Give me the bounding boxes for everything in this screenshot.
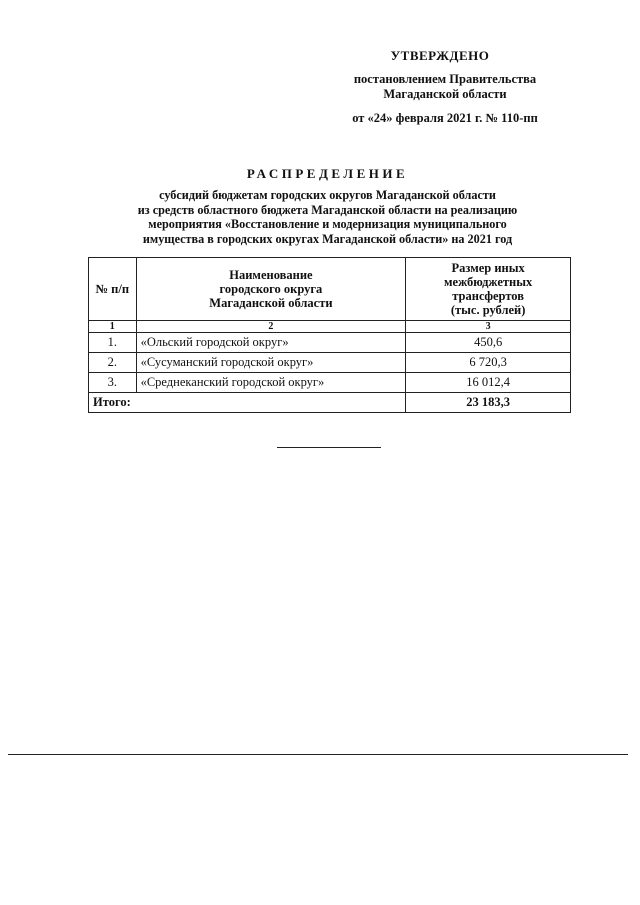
- bottom-rule: [8, 754, 628, 755]
- row-name: «Сусуманский городской округ»: [136, 353, 406, 373]
- total-label: Итого:: [89, 393, 137, 413]
- row-num: 2.: [89, 353, 137, 373]
- total-row: [89, 393, 571, 413]
- header-value-line: трансфертов: [452, 289, 524, 303]
- subtitle-line: субсидий бюджетам городских округов Магаданской области: [159, 188, 496, 202]
- row-num: 3.: [89, 373, 137, 393]
- document-subtitle: [90, 188, 565, 246]
- header-row: [89, 258, 571, 321]
- table-row: [89, 333, 571, 353]
- divider-line: [277, 447, 381, 448]
- index-row: [89, 321, 571, 333]
- row-value: 6 720,3: [406, 353, 571, 373]
- table-row: [89, 373, 571, 393]
- approval-line-2: Магаданской области: [383, 87, 507, 101]
- index-cell: 1: [89, 321, 137, 333]
- header-value-line: межбюджетных: [444, 275, 533, 289]
- distribution-table: [88, 257, 571, 413]
- row-num: 1.: [89, 333, 137, 353]
- row-name: «Среднеканский городской округ»: [136, 373, 406, 393]
- total-value: 23 183,3: [406, 393, 571, 413]
- index-cell: 2: [136, 321, 406, 333]
- row-name: «Ольский городской округ»: [136, 333, 406, 353]
- header-num: № п/п: [89, 258, 137, 321]
- row-value: 16 012,4: [406, 373, 571, 393]
- header-name-line: Наименование: [229, 268, 313, 282]
- header-name-line: городского округа: [219, 282, 323, 296]
- approval-date: от «24» февраля 2021 г. № 110-пп: [352, 111, 538, 125]
- header-value: [406, 258, 571, 321]
- approval-line-1: постановлением Правительства: [353, 72, 537, 86]
- document-title: РАСПРЕДЕЛЕНИЕ: [246, 166, 409, 181]
- subtitle-line: из средств областного бюджета Магаданской области на реализацию: [137, 202, 518, 217]
- header-name-line: Магаданской области: [209, 296, 333, 310]
- total-blank: [136, 393, 406, 413]
- header-value-line: Размер иных: [451, 261, 525, 275]
- header-name: [136, 258, 406, 321]
- subtitle-line: имущества в городских округах Магаданской области» на 2021 год: [142, 231, 513, 246]
- header-value-line: (тыс. рублей): [450, 303, 526, 317]
- subtitle-line: мероприятия «Восстановление и модернизация муниципального: [148, 217, 507, 232]
- row-value: 450,6: [406, 333, 571, 353]
- approved-title: УТВЕРЖДЕНО: [390, 48, 490, 63]
- table-row: [89, 353, 571, 373]
- index-cell: 3: [406, 321, 571, 333]
